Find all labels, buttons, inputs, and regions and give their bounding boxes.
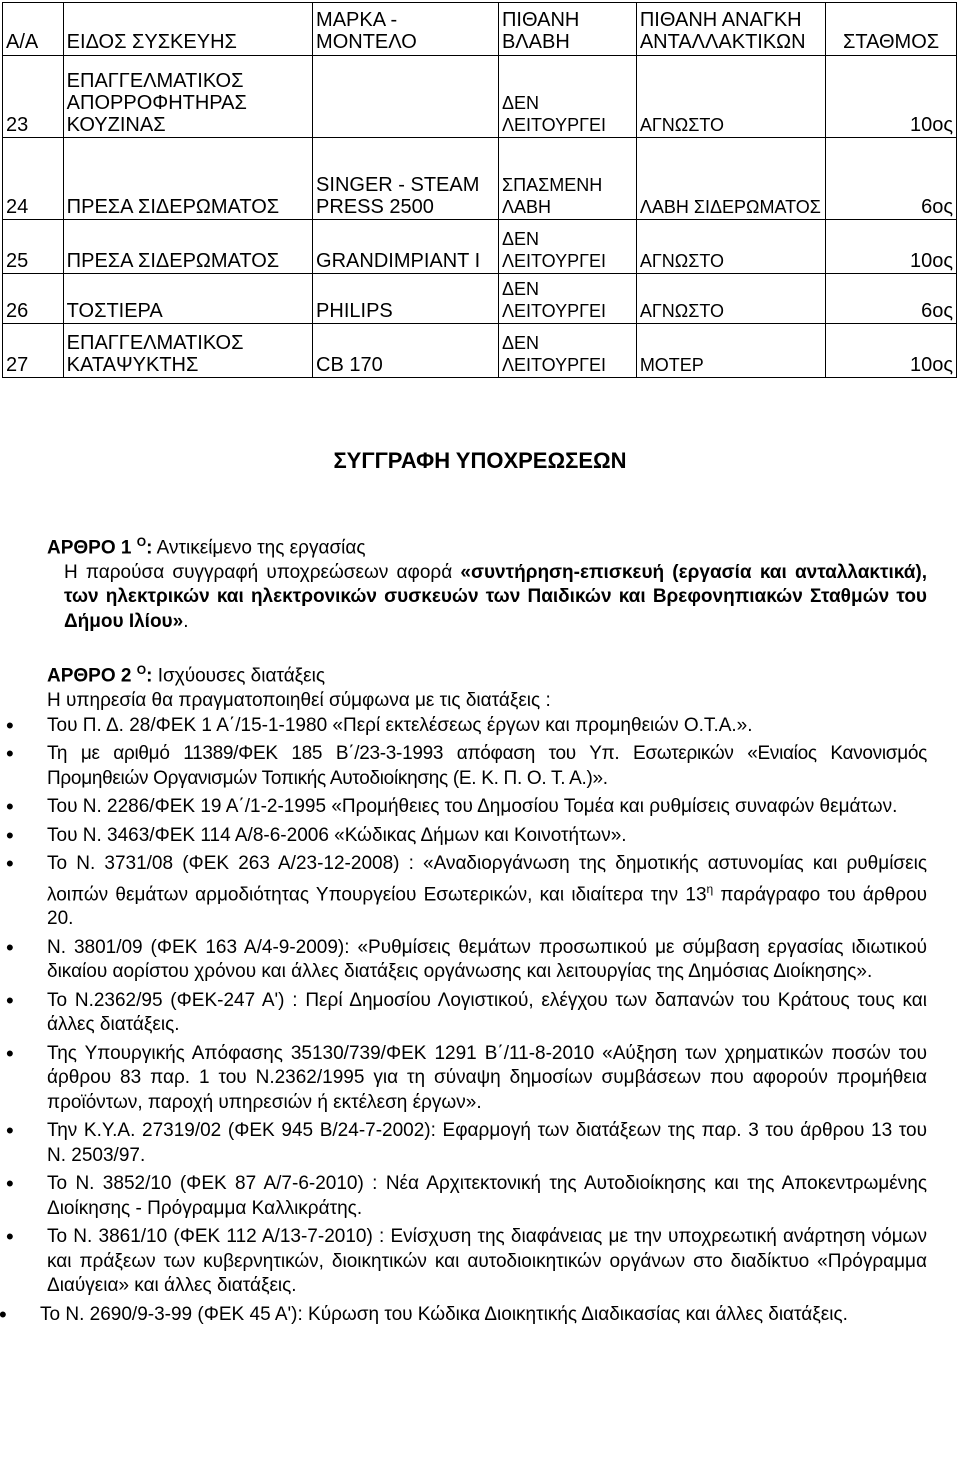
list-item: • Του Π. Δ. 28/ΦΕΚ 1 Α΄/15-1-1980 «Περί εκτελέσεως έργων και προμηθειών Ο.Τ.Α.».: [47, 714, 927, 739]
brand-model: PHILIPS: [313, 274, 499, 324]
header-possible-fault: ΠΙΘΑΝΗ ΒΛΑΒΗ: [498, 3, 636, 56]
article-2-intro: Η υπηρεσία θα πραγματοποιηθεί σύμφωνα με τις διατάξεις :: [47, 690, 551, 712]
list-item: • Το Ν.2362/95 (ΦΕΚ-247 Α') : Περί Δημοσίου Λογιστικού, ελέγχου των δαπανών του Κράτους τους και άλλες διατάξεις.: [47, 989, 927, 1038]
brand-model: [313, 56, 499, 138]
parts-need: ΑΓΝΩΣΤΟ: [636, 56, 825, 138]
brand-model: GRANDIMPIANT I: [313, 220, 499, 274]
possible-fault: ΔΕΝ ΛΕΙΤΟΥΡΓΕΙ: [498, 56, 636, 138]
row-number: 26: [3, 274, 64, 324]
list-item: • Το Ν. 3852/10 (ΦΕΚ 87 Α/7-6-2010) : Νέα Αρχιτεκτονική της Αυτοδιοίκησης και της Αποκεντρωμένης Διοίκησης - Πρόγραμμα Καλλικράτης.: [47, 1172, 927, 1221]
list-item: • Του Ν. 3463/ΦΕΚ 114 Α/8-6-2006 «Κώδικας Δήμων και Κοινοτήτων».: [47, 824, 927, 849]
article-2-title: [47, 658, 927, 689]
list-item: • Του Ν. 2286/ΦΕΚ 19 Α΄/1-2-1995 «Προμήθειες του Δημοσίου Τομέα και ρυθμίσεις συναφών θεμάτων.: [47, 795, 927, 820]
row-number: 23: [3, 56, 64, 138]
row-number: 27: [3, 324, 64, 378]
parts-need: ΛΑΒΗ ΣΙΔΕΡΩΜΑΤΟΣ: [636, 138, 825, 220]
list-item: • Τη με αριθμό 11389/ΦΕΚ 185 Β΄/23-3-1993 απόφαση του Υπ. Εσωτερικών «Ενιαίος Κανονισμός Προμηθειών Οργανισμών Τοπικής Αυτοδιοίκησης (Ε. Κ. Π. Ο. Τ. Α.)».: [47, 742, 927, 791]
table-row: [3, 56, 957, 138]
device-type: ΕΠΑΓΓΕΛΜΑΤΙΚΟΣ ΚΑΤΑΨΥΚΤΗΣ: [63, 324, 312, 378]
article-1-text-end: .: [183, 610, 189, 632]
possible-fault: ΔΕΝ ΛΕΙΤΟΥΡΓΕΙ: [498, 324, 636, 378]
table-header-row: [3, 3, 957, 56]
brand-model: SINGER - STEAM PRESS 2500: [313, 138, 499, 220]
table-row: [3, 138, 957, 220]
equipment-table: [2, 2, 957, 378]
article-1-paragraph: [47, 561, 927, 635]
article-2-colon: :: [146, 665, 153, 687]
article-1-label: ΑΡΘΡΟ 1: [47, 537, 132, 559]
article-1-title: [47, 530, 927, 561]
header-parts-need: ΠΙΘΑΝΗ ΑΝΑΓΚΗ ΑΝΤΑΛΛΑΚΤΙΚΩΝ: [636, 3, 825, 56]
list-item: • Ν. 3801/09 (ΦΕΚ 163 Α/4-9-2009): «Ρυθμίσεις θεμάτων προσωπικού με σύμβαση εργασίας ιδιωτικού δικαίου αορίστου χρόνου και άλλες διατάξεις οργάνωσης και λειτουργίας της Δημόσιας Διοίκησης».: [47, 936, 927, 985]
list-item: • Το Ν. 3861/10 (ΦΕΚ 112 Α/13-7-2010) : Ενίσχυση της διαφάνειας με την υποχρεωτική ανάρτηση νόμων και πράξεων των κυβερνητικών, διοικητικών και αυτοδιοικητικών οργάνων στο διαδίκτυο «Πρόγραμμα Διαύγεια» και άλλες διατάξεις.: [47, 1225, 927, 1299]
row-number: 24: [3, 138, 64, 220]
brand-model: CB 170: [313, 324, 499, 378]
table-row: [3, 274, 957, 324]
document-body: [40, 530, 928, 1331]
table-row: [3, 324, 957, 378]
station: 10ος: [826, 220, 957, 274]
list-item: • Το Ν. 2690/9-3-99 (ΦΕΚ 45 Α'): Κύρωση του Κώδικα Διοικητικής Διαδικασίας και άλλες διατάξεις.: [40, 1303, 927, 1328]
ref-5-tail: παράγραφο του άρθρου 20.: [47, 883, 928, 930]
list-item: • Την Κ.Υ.Α. 27319/02 (ΦΕΚ 945 Β/24-7-2002): Εφαρμογή των διατάξεων της παρ. 3 του άρθρου 13 του Ν. 2503/97.: [47, 1119, 927, 1168]
article-1-title-text: Αντικείμενο της εργασίας: [152, 537, 366, 559]
parts-need: ΜΟΤΕΡ: [636, 324, 825, 378]
parts-need: ΑΓΝΩΣΤΟ: [636, 220, 825, 274]
article-1-text-plain: Η παρούσα συγγραφή υποχρεώσεων αφορά: [64, 561, 461, 583]
possible-fault: ΔΕΝ ΛΕΙΤΟΥΡΓΕΙ: [498, 274, 636, 324]
possible-fault: ΣΠΑΣΜΕΝΗ ΛΑΒΗ: [498, 138, 636, 220]
possible-fault: ΔΕΝ ΛΕΙΤΟΥΡΓΕΙ: [498, 220, 636, 274]
station: 6ος: [826, 138, 957, 220]
header-aa: Α/Α: [3, 3, 64, 56]
document-heading: ΣΥΓΓΡΑΦΗ ΥΠΟΧΡΕΩΣΕΩΝ: [333, 448, 627, 473]
legal-references-list: [40, 714, 928, 1328]
device-type: ΤΟΣΤΙΕΡΑ: [63, 274, 312, 324]
ref-5-sup: η: [706, 881, 714, 896]
station: 10ος: [826, 56, 957, 138]
row-number: 25: [3, 220, 64, 274]
header-device-type: ΕΙΔΟΣ ΣΥΣΚΕΥΗΣ: [63, 3, 312, 56]
table-row: [3, 220, 957, 274]
article-2-sup: Ο: [136, 663, 147, 678]
article-1-colon: :: [146, 537, 153, 559]
header-station: ΣΤΑΘΜΟΣ: [826, 3, 957, 56]
list-item: [47, 852, 927, 932]
article-1-text-bold: «συντήρηση-επισκευή (εργασία και ανταλλακτικά), των ηλεκτρικών και ηλεκτρονικών συσκευών των Παιδικών και Βρεφονηπιακών Σταθμών του Δήμου Ιλίου»: [64, 561, 928, 632]
article-1-sup: Ο: [136, 535, 147, 549]
ref-5-text: Το Ν. 3731/08 (ΦΕΚ 263 Α/23-12-2008) : «Αναδιοργάνωση της δημοτικής αστυνομίας και ρυθμίσεις λοιπών θεμάτων αρμοδιότητας Υπουργείου Εσωτερικών, και ιδιαίτερα την 13: [47, 853, 927, 905]
header-brand-model: ΜΑΡΚΑ - ΜΟΝΤΕΛΟ: [313, 3, 499, 56]
article-2-title-text: Ισχύουσες διατάξεις: [152, 665, 326, 687]
station: 6ος: [826, 274, 957, 324]
parts-need: ΑΓΝΩΣΤΟ: [636, 274, 825, 324]
device-type: ΕΠΑΓΓΕΛΜΑΤΙΚΟΣ ΑΠΟΡΡΟΦΗΤΗΡΑΣ ΚΟΥΖΙΝΑΣ: [63, 56, 312, 138]
device-type: ΠΡΕΣΑ ΣΙΔΕΡΩΜΑΤΟΣ: [63, 220, 312, 274]
station: 10ος: [826, 324, 957, 378]
article-2-label: ΑΡΘΡΟ 2: [47, 665, 132, 687]
device-type: ΠΡΕΣΑ ΣΙΔΕΡΩΜΑΤΟΣ: [63, 138, 312, 220]
list-item: • Της Υπουργικής Απόφασης 35130/739/ΦΕΚ 1291 Β΄/11-8-2010 «Αύξηση των χρηματικών ποσών του άρθρου 83 παρ. 1 του Ν.2362/1995 για τη σύναψη δημοσίων συμβάσεων που αφορούν προμήθεια προϊόντων, παροχή υπηρεσιών ή εκτέλεση έργων».: [47, 1042, 927, 1116]
